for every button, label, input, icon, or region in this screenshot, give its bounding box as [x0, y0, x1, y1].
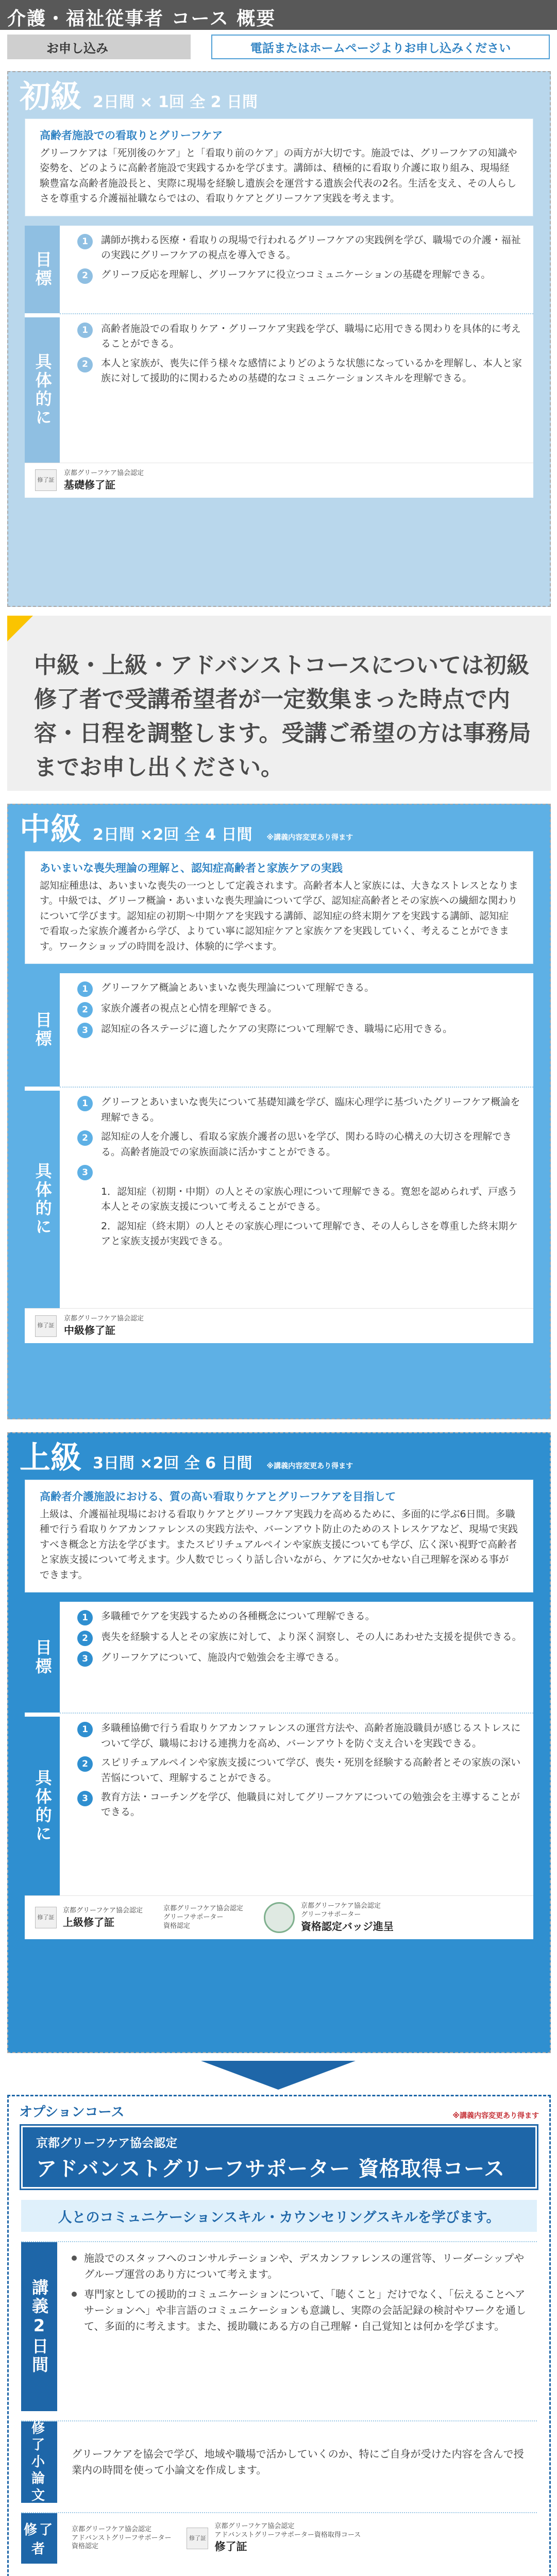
certificate-org: 京都グリーフケア協会認定: [64, 469, 144, 477]
list-item: 1 グリーフケア概論とあいまいな喪失理論について理解できる。: [77, 980, 523, 997]
intermediate-detail-label: 具体的に: [25, 1091, 60, 1308]
advanced-details-list: [60, 1714, 533, 1832]
beginner-course-header: [8, 72, 550, 118]
list-item: 2 認知症の人を介護し、看取る家族介護者の思いを学び、関わる時の心構えの大切さを理解できる。高齢者施設での家族面談に活かすことができる。: [77, 1129, 523, 1160]
notice-text: 中級・上級・アドバンストコースについては初級修了者で受講希望者が一定数集まった時点で内容・日程を調整します。受講ご希望の方は事務局までお申し出ください。: [34, 652, 531, 781]
paper-label: 修了小論文: [21, 2421, 57, 2503]
advanced-course-header: [8, 1433, 550, 1480]
beginner-goals-list: [60, 226, 533, 313]
list-item: 2 家族介護者の視点と心情を理解できる。: [77, 1001, 523, 1018]
beginner-details-list: [60, 314, 533, 398]
list-item: 施設でのスタッフへのコンサルテーションや、デスカンファレンスの運営等、リーダーシップやグループ運営のあり方について考えます。: [72, 2250, 527, 2282]
apply-instructions: 電話またはホームページよりお申し込みください: [211, 35, 550, 59]
beginner-course-schedule: 2日間 × 1回 全 2 日間: [93, 93, 258, 111]
list-item: 1 多職種協働で行う看取りケアカンファレンスの運営方法や、高齢者施設職員が感じるストレスについて学び、職場における連携力を高め、バーンアウトを防ぐ支え合いを実践できる。: [77, 1721, 523, 1751]
beginner-intro-box: [25, 118, 533, 216]
list-item: 2 スピリチュアルペインや家族支援について学び、喪失・死別を経験する高齢者とその家族の深い苦悩について、理解することができる。: [77, 1755, 523, 1786]
paper-row: [21, 2420, 537, 2503]
beginner-goal-label: 目標: [25, 226, 60, 313]
advanced-supporter-subtitle: 人とのコミュニケーションスキル・カウンセリングスキルを学びます。: [21, 2200, 537, 2232]
intermediate-course-header: [8, 805, 550, 851]
advanced-course-section: [7, 1432, 551, 2053]
list-item: 3: [77, 1164, 523, 1180]
advanced-detail-label: 具体的に: [25, 1717, 60, 1895]
certificate-org: 京都グリーフケア協会認定: [64, 1315, 144, 1323]
lecture-row: [21, 2241, 537, 2411]
intermediate-course-name: 中級: [20, 811, 81, 848]
supporter-certificate: 京都グリーフケア協会認定 グリーフサポーター 資格認定: [163, 1904, 243, 1930]
corner-accent: [7, 616, 33, 641]
list-item: 専門家としての援助的コミュニケーションについて、「聴くこと」だけでなく、「伝えることへアサーションへ」や非言語のコミュニケーションも意識し、実際の会話記録の検討やワークを通して、多面的に考えます。また、援助職にある方の自己理解・自己覚知とは何かを学びます。: [72, 2286, 527, 2334]
apply-label: お申し込み: [7, 35, 191, 59]
certificate-icon: 修了証: [35, 1315, 57, 1337]
certificate-icon: 修了証: [187, 2528, 208, 2549]
intermediate-course-note: ※講義内容変更あり得ます: [266, 834, 353, 842]
certificate-name: 基礎修了証: [64, 478, 115, 491]
certificate-icon: 修了証: [35, 1907, 57, 1928]
advanced-intro-text: 上級は、介護福祉現場における看取りケアとグリーフケア実践力を高めるために、多面的に学ぶ6日間。多職種で行う看取りケアカンファレンスの実践方法や、バーンアウト防止のためのストレスケアなど、現場で実践すべき概念と方法を学びます。またスピリチュアルペインや家族支援についても学び、広く深い視野で高齢者と家族支援について考えます。少人数でじっくり話し合いながら、ケアに欠かせない自己理解を深める事ができます。: [40, 1509, 518, 1581]
beginner-certificate: [25, 463, 533, 498]
lecture-label: 講義2日間: [21, 2242, 57, 2411]
completion-label: 修了者: [21, 2513, 57, 2564]
notice-box: [7, 616, 551, 791]
beginner-detail-label: 具体的に: [25, 317, 60, 463]
advanced-course-name: 上級: [20, 1440, 81, 1476]
certificate-name: 中級修了証: [64, 1324, 115, 1337]
advanced-goal-label: 目標: [25, 1602, 60, 1713]
advanced-intro-title: 高齢者介護施設における、質の高い看取りケアとグリーフケアを目指して: [40, 1490, 396, 1503]
list-item: 1 グリーフとあいまいな喪失について基礎知識を学び、臨床心理学に基づいたグリーフケア概論を理解できる。: [77, 1095, 523, 1125]
supporter-certificate: 京都グリーフケア協会認定 アドバンストグリーフサポーター 資格認定: [72, 2525, 172, 2551]
intermediate-certificate: [25, 1308, 533, 1343]
page-title: 介護・福祉従事者 コース 概要: [0, 0, 557, 30]
intermediate-intro-text: 認知症種患は、あいまいな喪失の一つとして定義されます。高齢者本人と家族には、大きなストレスとなります。中級では、グリーフ概論・あいまいな喪失理論について学び、認知症高齢者とその家族への繊細な関わりについて学びます。認知症の初期〜中期ケアを実践する講師、認知症の終末期ケアを実践する講師、認知症で看取った家族介護者から学び、よりてい寧に認知症ケアと家族ケアを実践していく、考えることができます。ワークショップの時間を設け、体験的に学べます。: [40, 880, 518, 952]
beginner-intro-title: 高齢者施設での看取りとグリーフケア: [40, 129, 223, 142]
advanced-certificates: 修了証 京都グリーフケア協会認定 上級修了証 京都グリーフケア協会認定 グリーフサポーター 資格認定 京都グリーフケア協会認定 グリーフサポーター 資格認定バッジ進呈: [25, 1895, 533, 1939]
list-item: 2 グリーフ反応を理解し、グリーフケアに役立つコミュニケーションの基礎を理解できる。: [77, 267, 523, 284]
option-course-title: オプションコース: [19, 2105, 125, 2120]
paper-text: グリーフケアを協会で学び、地域や職場で活かしていくのか、特にご自身が受けた内容を含んで授業内の時間を使って小論文を作成します。: [72, 2448, 524, 2476]
list-item: 3 グリーフケアについて、施設内で勉強会を主導できる。: [77, 1650, 523, 1667]
list-item: 1 講師が携わる医療・看取りの現場で行われるグリーフケアの実践例を学び、職場での介護・福祉の実践にグリーフケアの視点を導入できる。: [77, 233, 523, 263]
option-course-note: ※講義内容変更あり得ます: [452, 2112, 539, 2120]
certificate-name: 上級修了証: [63, 1916, 114, 1928]
advanced-intro-box: [25, 1480, 533, 1592]
list-item: 3 認知症の各ステージに適したケアの実際について理解でき、職場に応用できる。: [77, 1022, 523, 1038]
intermediate-intro-box: [25, 851, 533, 964]
list-item: 2 喪失を経験する人とその家族に対して、より深く洞察し、その人にあわせた支援を提供できる。: [77, 1630, 523, 1646]
intermediate-intro-title: あいまいな喪失理論の理解と、認知症高齢者と家族ケアの実践: [40, 862, 343, 874]
beginner-course-section: [7, 71, 551, 607]
advanced-course-note: ※講義内容変更あり得ます: [266, 1462, 353, 1470]
intermediate-goals-list: [60, 973, 533, 1087]
intermediate-goals-panel: [25, 973, 533, 1308]
list-item: 1 高齢者施設での看取りケア・グリーフケア実践を学び、職場に応用できる関わりを具体的に考えることができる。: [77, 321, 523, 352]
list-item: 3 教育方法・コーチングを学び、他職員に対してグリーフケアについての勉強会を主導することができる。: [77, 1790, 523, 1820]
advanced-goals-panel: [25, 1602, 533, 1895]
intermediate-goal-label: 目標: [25, 973, 60, 1087]
certificate-icon: 修了証: [35, 469, 57, 491]
apply-row: [0, 30, 557, 64]
list-item: 2 本人と家族が、喪失に伴う様々な感情によりどのような状態になっているかを理解し、本人と家族に対して援助的に関わるための基礎的なコミュニケーションスキルを理解できる。: [77, 356, 523, 386]
down-arrow: [0, 2061, 557, 2097]
sub-detail: 1．認知症（初期・中期）の人とその家族心理について理解できる。寛恕を認められず、戸惑う本人とその家族支援について考えることができる。: [101, 1185, 518, 1213]
advanced-goals-list: [60, 1602, 533, 1713]
badge-icon: [264, 1902, 295, 1933]
arrow-down-icon: [201, 2061, 356, 2090]
intermediate-details-list: [60, 1088, 533, 1261]
beginner-intro-text: グリーフケアは「死別後のケア」と「看取り前のケア」の両方が大切です。施設では、グリーフケアの知識や姿勢を、どのように高齢者施設で実践するかを学びます。講師は、積極的に看取り介護に取り組み、現場経験豊富な高齢者施設長と、実際に現場を経験し遺族会を運営する遺族会代表の2名。生活を支え、その人らしさを尊重する介護福祉職ならではの、看取りケアとグリーフケア実践を考えます。: [40, 147, 517, 205]
completion-row: 修了者 京都グリーフケア協会認定 アドバンストグリーフサポーター 資格認定 修了証 京都グリーフケア協会認定 アドバンストグリーフサポーター資格取得コース 修了証: [21, 2512, 537, 2564]
advanced-supporter-title: アドバンストグリーフサポーター 資格取得コース: [36, 2157, 505, 2181]
beginner-course-name: 初級: [20, 79, 81, 115]
advanced-course-schedule: 3日間 ×2回 全 6 日間: [93, 1454, 252, 1472]
advanced-supporter-title-box: [21, 2126, 537, 2189]
intermediate-course-section: [7, 804, 551, 1419]
option-course-section: [7, 2095, 551, 2576]
advanced-supporter-org: 京都グリーフケア協会認定: [36, 2137, 178, 2150]
sub-detail: 2．認知症（終末期）の人とその家族心理について理解でき、その人らしさを尊重した終末期ケアと家族支援が実践できる。: [101, 1220, 518, 1247]
certificate-org: 京都グリーフケア協会認定: [63, 1906, 143, 1914]
list-item: 1 多職種でケアを実践するための各種概念について理解できる。: [77, 1609, 523, 1625]
intermediate-course-schedule: 2日間 ×2回 全 4 日間: [93, 826, 252, 844]
beginner-goals-panel: [25, 226, 533, 463]
